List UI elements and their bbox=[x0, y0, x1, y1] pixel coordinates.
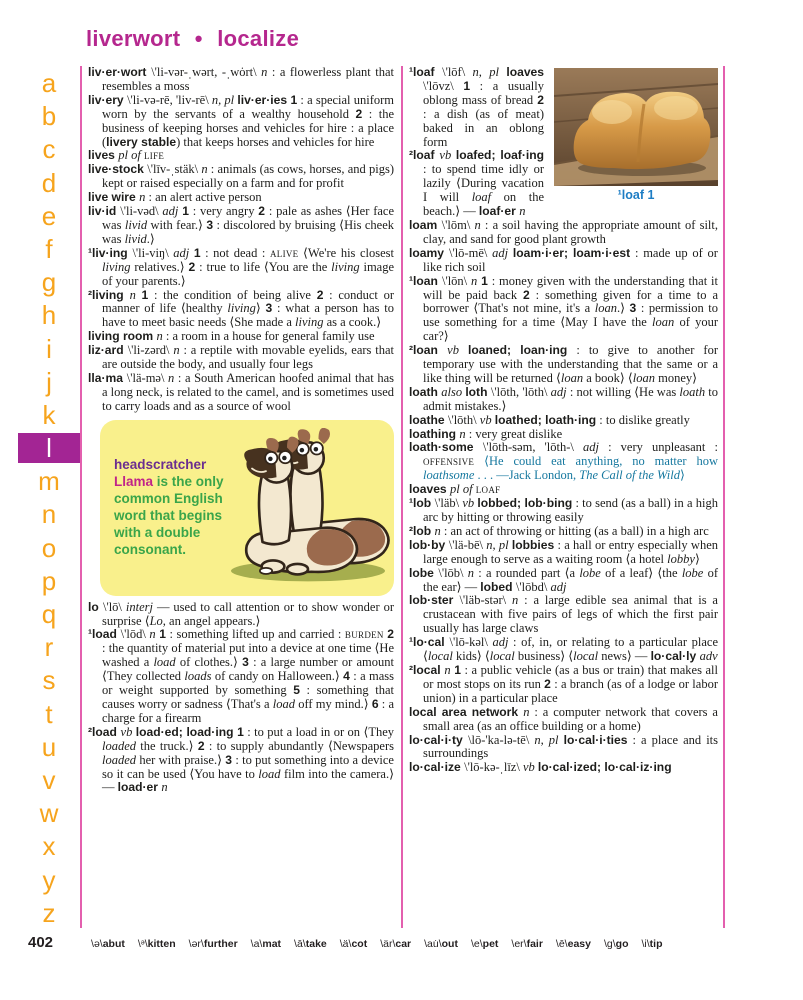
alphabet-letter-y: y bbox=[42, 864, 56, 895]
headscratcher-fact: is the only common English word that begins with a double consonant. bbox=[114, 473, 224, 557]
column-rule-right bbox=[723, 66, 725, 928]
left-column bbox=[88, 66, 394, 795]
alphabet-letter-g: g bbox=[41, 267, 57, 298]
dictionary-entry: living room n : a room in a house for general family use bbox=[88, 329, 375, 344]
dictionary-entry: loaves pl of loaf bbox=[409, 482, 501, 497]
alphabet-letter-p: p bbox=[41, 565, 57, 596]
pronunciation-key bbox=[91, 938, 662, 950]
dictionary-entry: ²living n 1 : the condition of being alive 2 : conduct or manner of life ⟨healthy living⟩ 3 : what a person has to have to meet basic needs ⟨She made a living as a cook.⟩ bbox=[88, 287, 395, 330]
loaf-figure bbox=[554, 68, 718, 203]
alphabet-letter-m: m bbox=[38, 466, 60, 497]
pronunciation-key-item: \ə\abut bbox=[91, 938, 125, 950]
dictionary-entry: ¹lob \'läb\ vb lobbed; lob·bing : to send (as a ball) in a high arc by hitting or throwing easily bbox=[409, 496, 718, 524]
alphabet-letter-w: w bbox=[39, 798, 59, 829]
alphabet-letter-k: k bbox=[42, 399, 56, 430]
dictionary-entry: ¹loan \'lōn\ n 1 : money given with the understanding that it will be paid back 2 : something given for a time to a borrower ⟨That's not mine, it's a loan.⟩ 3 : permission to use something for a time ⟨May I have the loan of your car?⟩ bbox=[409, 273, 719, 344]
column-rule-left bbox=[80, 66, 82, 928]
dictionary-entry: loam \'lōm\ n : a soil having the appropriate amount of silt, clay, and sand for good plant growth bbox=[409, 217, 718, 246]
alphabet-letter-j: j bbox=[46, 366, 52, 397]
dictionary-entry: lives pl of life bbox=[88, 148, 165, 163]
headscratcher-term: Llama bbox=[114, 473, 154, 489]
loaf-photo bbox=[554, 68, 718, 186]
alphabet-letter-c: c bbox=[42, 134, 56, 165]
alphabet-letter-a: a bbox=[41, 68, 57, 98]
dictionary-entry: lobe \'lōb\ n : a rounded part ⟨a lobe of a leaf⟩ ⟨the lobe of the ear⟩ — lobed \'lōbd\ adj bbox=[409, 565, 719, 594]
dictionary-entry: liv·id \'li-vəd\ adj 1 : very angry 2 : pale as ashes ⟨Her face was livid with fear.⟩ 3 : discolored by bruising ⟨His cheek was livid.⟩ bbox=[88, 204, 394, 246]
pronunciation-key-item: \ē\easy bbox=[555, 938, 591, 950]
pronunciation-key-item: \ā\take bbox=[294, 938, 327, 950]
pronunciation-key-item: \är\car bbox=[380, 938, 412, 950]
alphabet-letter-n: n bbox=[41, 499, 57, 530]
dictionary-entry: lob·ster \'läb-stər\ n : a large edible sea animal that is a crustacean with five pairs of legs of which the first pair usually has large claws bbox=[409, 593, 718, 636]
alphabet-letter-i: i bbox=[46, 333, 52, 364]
dictionary-entry: ¹lo·cal \'lō-kəl\ adj : of, in, or relating to a particular place ⟨local kids⟩ ⟨local business⟩ ⟨local news⟩ — lo·cal·ly adv bbox=[409, 635, 718, 664]
dictionary-entry: lo·cal·ize \'lō-kə-ˌlīz\ vb lo·cal·ized; lo·cal·iz·ing bbox=[409, 760, 672, 775]
pronunciation-key-item: \a\mat bbox=[250, 938, 282, 950]
dictionary-entry: loathe \'lōth\ vb loathed; loath·ing : to dislike greatly bbox=[409, 412, 690, 427]
pronunciation-key-item: \au̇\out bbox=[424, 938, 458, 950]
headscratcher-title: headscratcher bbox=[114, 456, 207, 472]
alphabet-letter-l: l bbox=[18, 433, 80, 463]
alphabet-letter-f: f bbox=[45, 233, 53, 264]
alphabet-letter-t: t bbox=[45, 698, 53, 729]
pronunciation-key-item: \er\fair bbox=[511, 938, 543, 950]
alphabet-letter-h: h bbox=[41, 300, 57, 331]
dictionary-entry: loamy \'lō-mē\ adj loam·i·er; loam·i·est : made up of or like rich soil bbox=[409, 245, 718, 274]
llama-illustration bbox=[217, 428, 392, 586]
dictionary-entry: ²loaf vb loafed; loaf·ing : to spend time idly or lazily ⟨During vacation I will loaf on the beach.⟩ — loaf·er n bbox=[409, 148, 544, 219]
dictionary-entry: live wire n : an alert active person bbox=[88, 190, 262, 205]
dictionary-entry: ²load vb load·ed; load·ing 1 : to put a load in or on ⟨They loaded the truck.⟩ 2 : to supply abundantly ⟨Newspapers loaded her with praise.⟩ 3 : to put something into a device so it can be used ⟨You have to load film into the camera.⟩ — load·er n bbox=[88, 724, 395, 795]
dictionary-entry: ¹loaf \'lōf\ n, pl loaves \'lōvz\ 1 : a usually oblong mass of bread 2 : a dish (as of meat) baked in an oblong form bbox=[409, 65, 544, 149]
alphabet-letter-r: r bbox=[44, 632, 54, 663]
pronunciation-key-item: \ᵊ\kitten bbox=[137, 938, 176, 950]
pronunciation-key-item: \ər\further bbox=[188, 938, 238, 950]
alphabet-letter-q: q bbox=[41, 599, 57, 629]
dictionary-entry: loath·some \'lōth-səm, 'lōth-\ adj : very unpleasant : offensive ⟨He could eat anything, no matter how loathsome . . . —Jack London, The Call of the Wild⟩ bbox=[409, 440, 719, 483]
alphabet-letter-x: x bbox=[42, 831, 56, 862]
dictionary-entry: liz·ard \'li-zərd\ n : a reptile with movable eyelids, ears that are outside the body, and usually four legs bbox=[88, 343, 394, 372]
entries-left-top bbox=[88, 66, 394, 414]
dictionary-entry: local area network n : a computer network that covers a small area (as an office building or a home) bbox=[409, 704, 718, 733]
alphabet-letter-o: o bbox=[41, 532, 57, 563]
dictionary-entry: loath also loth \'lōth, 'lōth\ adj : not willing ⟨He was loath to admit mistakes.⟩ bbox=[409, 384, 718, 413]
dictionary-entry: lo \'lō\ interj — used to call attention or to show wonder or surprise ⟨Lo, an angel appears.⟩ bbox=[88, 599, 395, 628]
pronunciation-key-item: \e\pet bbox=[470, 938, 499, 950]
dictionary-entry: lla·ma \'lä-mə\ n : a South American hoofed animal that has a long neck, is related to the camel, and is sometimes used to carry loads and as a source of wool bbox=[88, 370, 394, 413]
page-footer bbox=[0, 934, 803, 951]
alphabet-letter-b: b bbox=[41, 101, 57, 132]
alphabet-letter-e: e bbox=[41, 200, 57, 231]
dictionary-entry: live·stock \'līv-ˌstäk\ n : animals (as cows, horses, and pigs) kept or raised especially on a farm and for profit bbox=[88, 162, 394, 191]
alphabet-letter-z: z bbox=[42, 897, 56, 928]
dictionary-entry: lob·by \'lä-bē\ n, pl lobbies : a hall or entry especially when large enough to serve as a waiting room ⟨a hotel lobby⟩ bbox=[409, 537, 718, 566]
alphabet-letter-u: u bbox=[41, 731, 57, 762]
alphabet-letter-d: d bbox=[41, 167, 57, 198]
column-rule-middle bbox=[401, 66, 403, 928]
dictionary-entry: ²local n 1 : a public vehicle (as a bus or train) that makes all or most stops on its run 2 : a branch (as of a lodge or labor union) in a particular place bbox=[409, 662, 719, 705]
dictionary-entry: liv·er·wort \'li-vər-ˌwərt, -ˌwȯrt\ n : a flowerless plant that resembles a moss bbox=[88, 65, 394, 93]
alphabet-letter-s: s bbox=[42, 665, 56, 696]
entries-right-bottom bbox=[409, 219, 718, 775]
dictionary-entry: loathing n : very great dislike bbox=[409, 426, 563, 441]
loaf-caption: ¹loaf 1 bbox=[617, 188, 655, 202]
pronunciation-key-item: \g\go bbox=[603, 938, 629, 950]
pronunciation-key-item: \ä\cot bbox=[339, 938, 368, 950]
dictionary-entry: lo·cal·i·ty \lō-'ka-lə-tē\ n, pl lo·cal·i·ties : a place and its surroundings bbox=[409, 732, 719, 761]
dictionary-entry: ¹liv·ing \'li-viŋ\ adj 1 : not dead : alive ⟨We're his closest living relatives.⟩ 2 : true to life ⟨You are the living image of your parents.⟩ bbox=[88, 245, 395, 288]
dictionary-entry: ²loan vb loaned; loan·ing : to give to another for temporary use with the understanding that the same or a like thing will be returned ⟨loan a book⟩ ⟨loan money⟩ bbox=[409, 343, 718, 385]
headscratcher-box bbox=[100, 420, 394, 596]
entries-left-bottom bbox=[88, 601, 394, 796]
dictionary-entry: ²lob n : an act of throwing or hitting (as a ball) in a high arc bbox=[409, 523, 709, 538]
dictionary-entry: ¹load \'lōd\ n 1 : something lifted up and carried : burden 2 : the quantity of material put into a device at one time ⟨He washed a load of clothes.⟩ 3 : a large number or amount ⟨They collected loads of candy on Halloween.⟩ 4 : a mass or weight supported by something 5 : something that causes worry or sadness ⟨That's a load off my mind.⟩ 6 : a charge for a firearm bbox=[88, 627, 395, 725]
dictionary-entry: liv·ery \'li-və-rē, 'liv-rē\ n, pl liv·er·ies 1 : a special uniform worn by the servants of a wealthy household 2 : the business of keeping horses and vehicles for hire : a place (livery stable) that keeps horses and vehicles for hire bbox=[88, 92, 394, 149]
right-column bbox=[409, 66, 718, 775]
alphabet-rail bbox=[18, 68, 80, 928]
page-number: 402 bbox=[28, 934, 54, 951]
guide-words: liverwort • localize bbox=[86, 26, 300, 51]
pronunciation-key-item: \i\tip bbox=[641, 938, 663, 950]
alphabet-letter-v: v bbox=[42, 764, 56, 795]
